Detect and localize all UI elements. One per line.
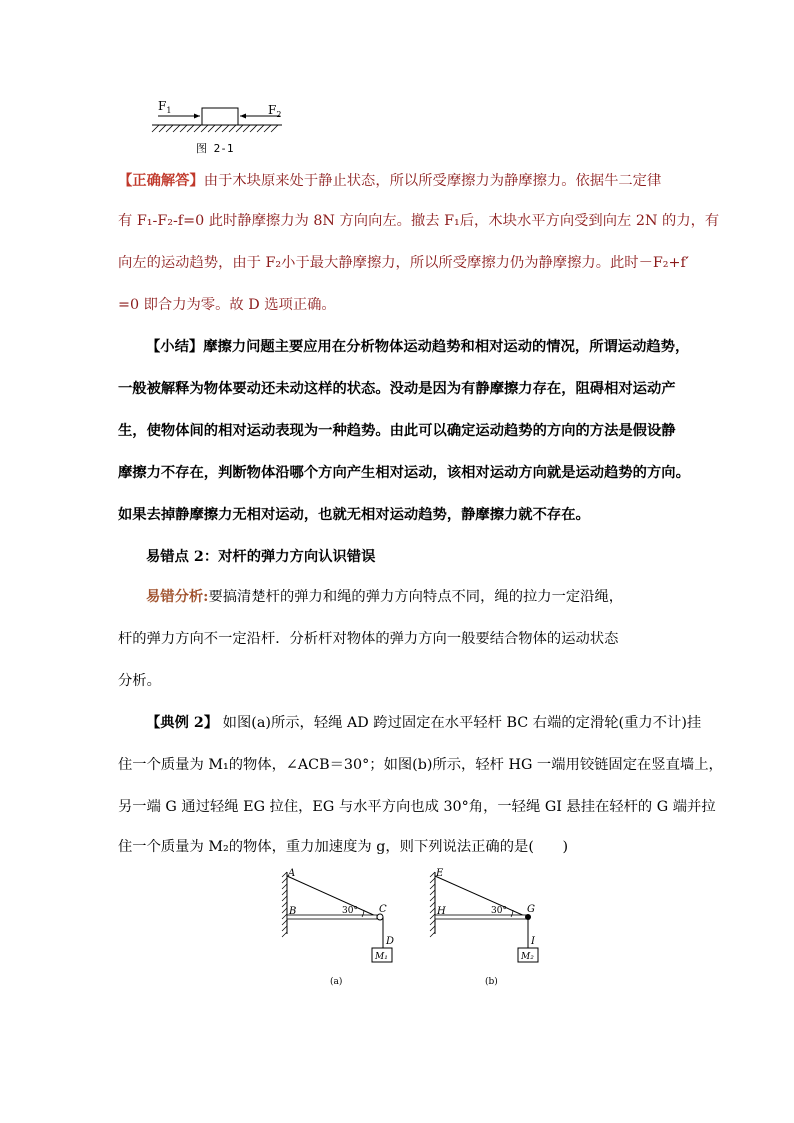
answer-line-2: 有 F₁-F₂-f=0 此时静摩擦力为 8N 方向向左。撤去 F₁后，木块水平方向受到向左 2N 的力，有 [118, 213, 720, 229]
example-line-1: 【典例 2】 如图(a)所示，轻绳 AD 跨过固定在水平轻杆 BC 右端的定滑轮(重力不计)挂 [146, 715, 702, 731]
summary-line-3: 生，使物体间的相对运动表现为一种趋势。由此可以确定运动趋势的方向的方法是假设静 [118, 423, 676, 439]
label-g: G [527, 904, 535, 915]
example-line-4: 住一个质量为 M₂的物体，重力加速度为 g，则下列说法正确的是( ) [118, 839, 569, 855]
answer-line-3: 向左的运动趋势，由于 F₂小于最大静摩擦力，所以所受摩擦力仍为静摩擦力。此时－F₂+f′ [118, 255, 690, 271]
summary-line-4: 摩擦力不存在，判断物体沿哪个方向产生相对运动，该相对运动方向就是运动趋势的方向。 [118, 465, 690, 481]
label-c: C [379, 904, 387, 915]
caption-b: (b) [485, 977, 498, 987]
ground-hatch [152, 125, 278, 132]
example-line-2: 住一个质量为 M₁的物体，∠ACB＝30°；如图(b)所示，轻杆 HG 一端用铰链固定在竖直墙上， [118, 757, 723, 773]
figure-caption: 图 2-1 [196, 142, 234, 155]
figure-a [282, 868, 394, 987]
summary-line-2: 一般被解释为物体要动还未动这样的状态。没动是因为有静摩擦力存在，阻碍相对运动产 [118, 381, 676, 397]
figure-b [430, 868, 538, 987]
answer-line-4: =0 即合力为零。故 D 选项正确。 [118, 297, 336, 313]
example-line-3: 另一端 G 通过轻绳 EG 拉住，EG 与水平方向也成 30°角，一轻绳 GI 悬挂在轻杆的 G 端并拉 [118, 799, 716, 815]
label-a: A [288, 868, 296, 879]
example-tag: 【典例 2】 [146, 715, 219, 731]
f1-label: $F_1$ [158, 99, 172, 115]
analysis-line-3: 分析。 [118, 673, 161, 689]
caption-a: (a) [330, 977, 343, 987]
error-point-title: 易错点 2：对杆的弹力方向认识错误 [146, 549, 376, 565]
label-m2: M₂ [521, 952, 534, 962]
rod-bc [287, 915, 377, 919]
answer-line-1: 【正确解答】由于木块原来处于静止状态，所以所受摩擦力为静摩擦力。依据牛二定律 [118, 173, 662, 189]
analysis-line-2: 杆的弹力方向不一定沿杆．分析杆对物体的弹力方向一般要结合物体的运动状态 [118, 631, 619, 647]
label-b: B [289, 906, 297, 917]
summary-tag: 【小结】 [146, 339, 204, 355]
label-i: I [531, 936, 535, 947]
analysis-tag: 易错分析: [146, 589, 209, 605]
summary-line-5: 如果去掉静摩擦力无相对运动，也就无相对运动趋势，静摩擦力就不存在。 [118, 507, 590, 523]
label-h: H [437, 906, 446, 917]
answer-tag: 【正确解答】 [118, 173, 204, 189]
rod-hg [435, 915, 527, 919]
label-angle-a: 30° [342, 906, 358, 916]
label-e: E [436, 868, 444, 879]
analysis-line-1: 易错分析:要搞清楚杆的弹力和绳的弹力方向特点不同，绳的拉力一定沿绳， [146, 589, 624, 605]
f2-label: $F_2$ [268, 103, 282, 119]
summary-line-1: 【小结】摩擦力问题主要应用在分析物体运动趋势和相对运动的情况，所谓运动趋势， [146, 339, 690, 355]
wood-block [202, 108, 238, 125]
label-angle-b: 30° [491, 906, 507, 916]
figure-a-b [280, 866, 560, 988]
rope-ac [287, 876, 378, 917]
label-d: D [386, 936, 395, 947]
label-m1: M₁ [375, 952, 388, 962]
